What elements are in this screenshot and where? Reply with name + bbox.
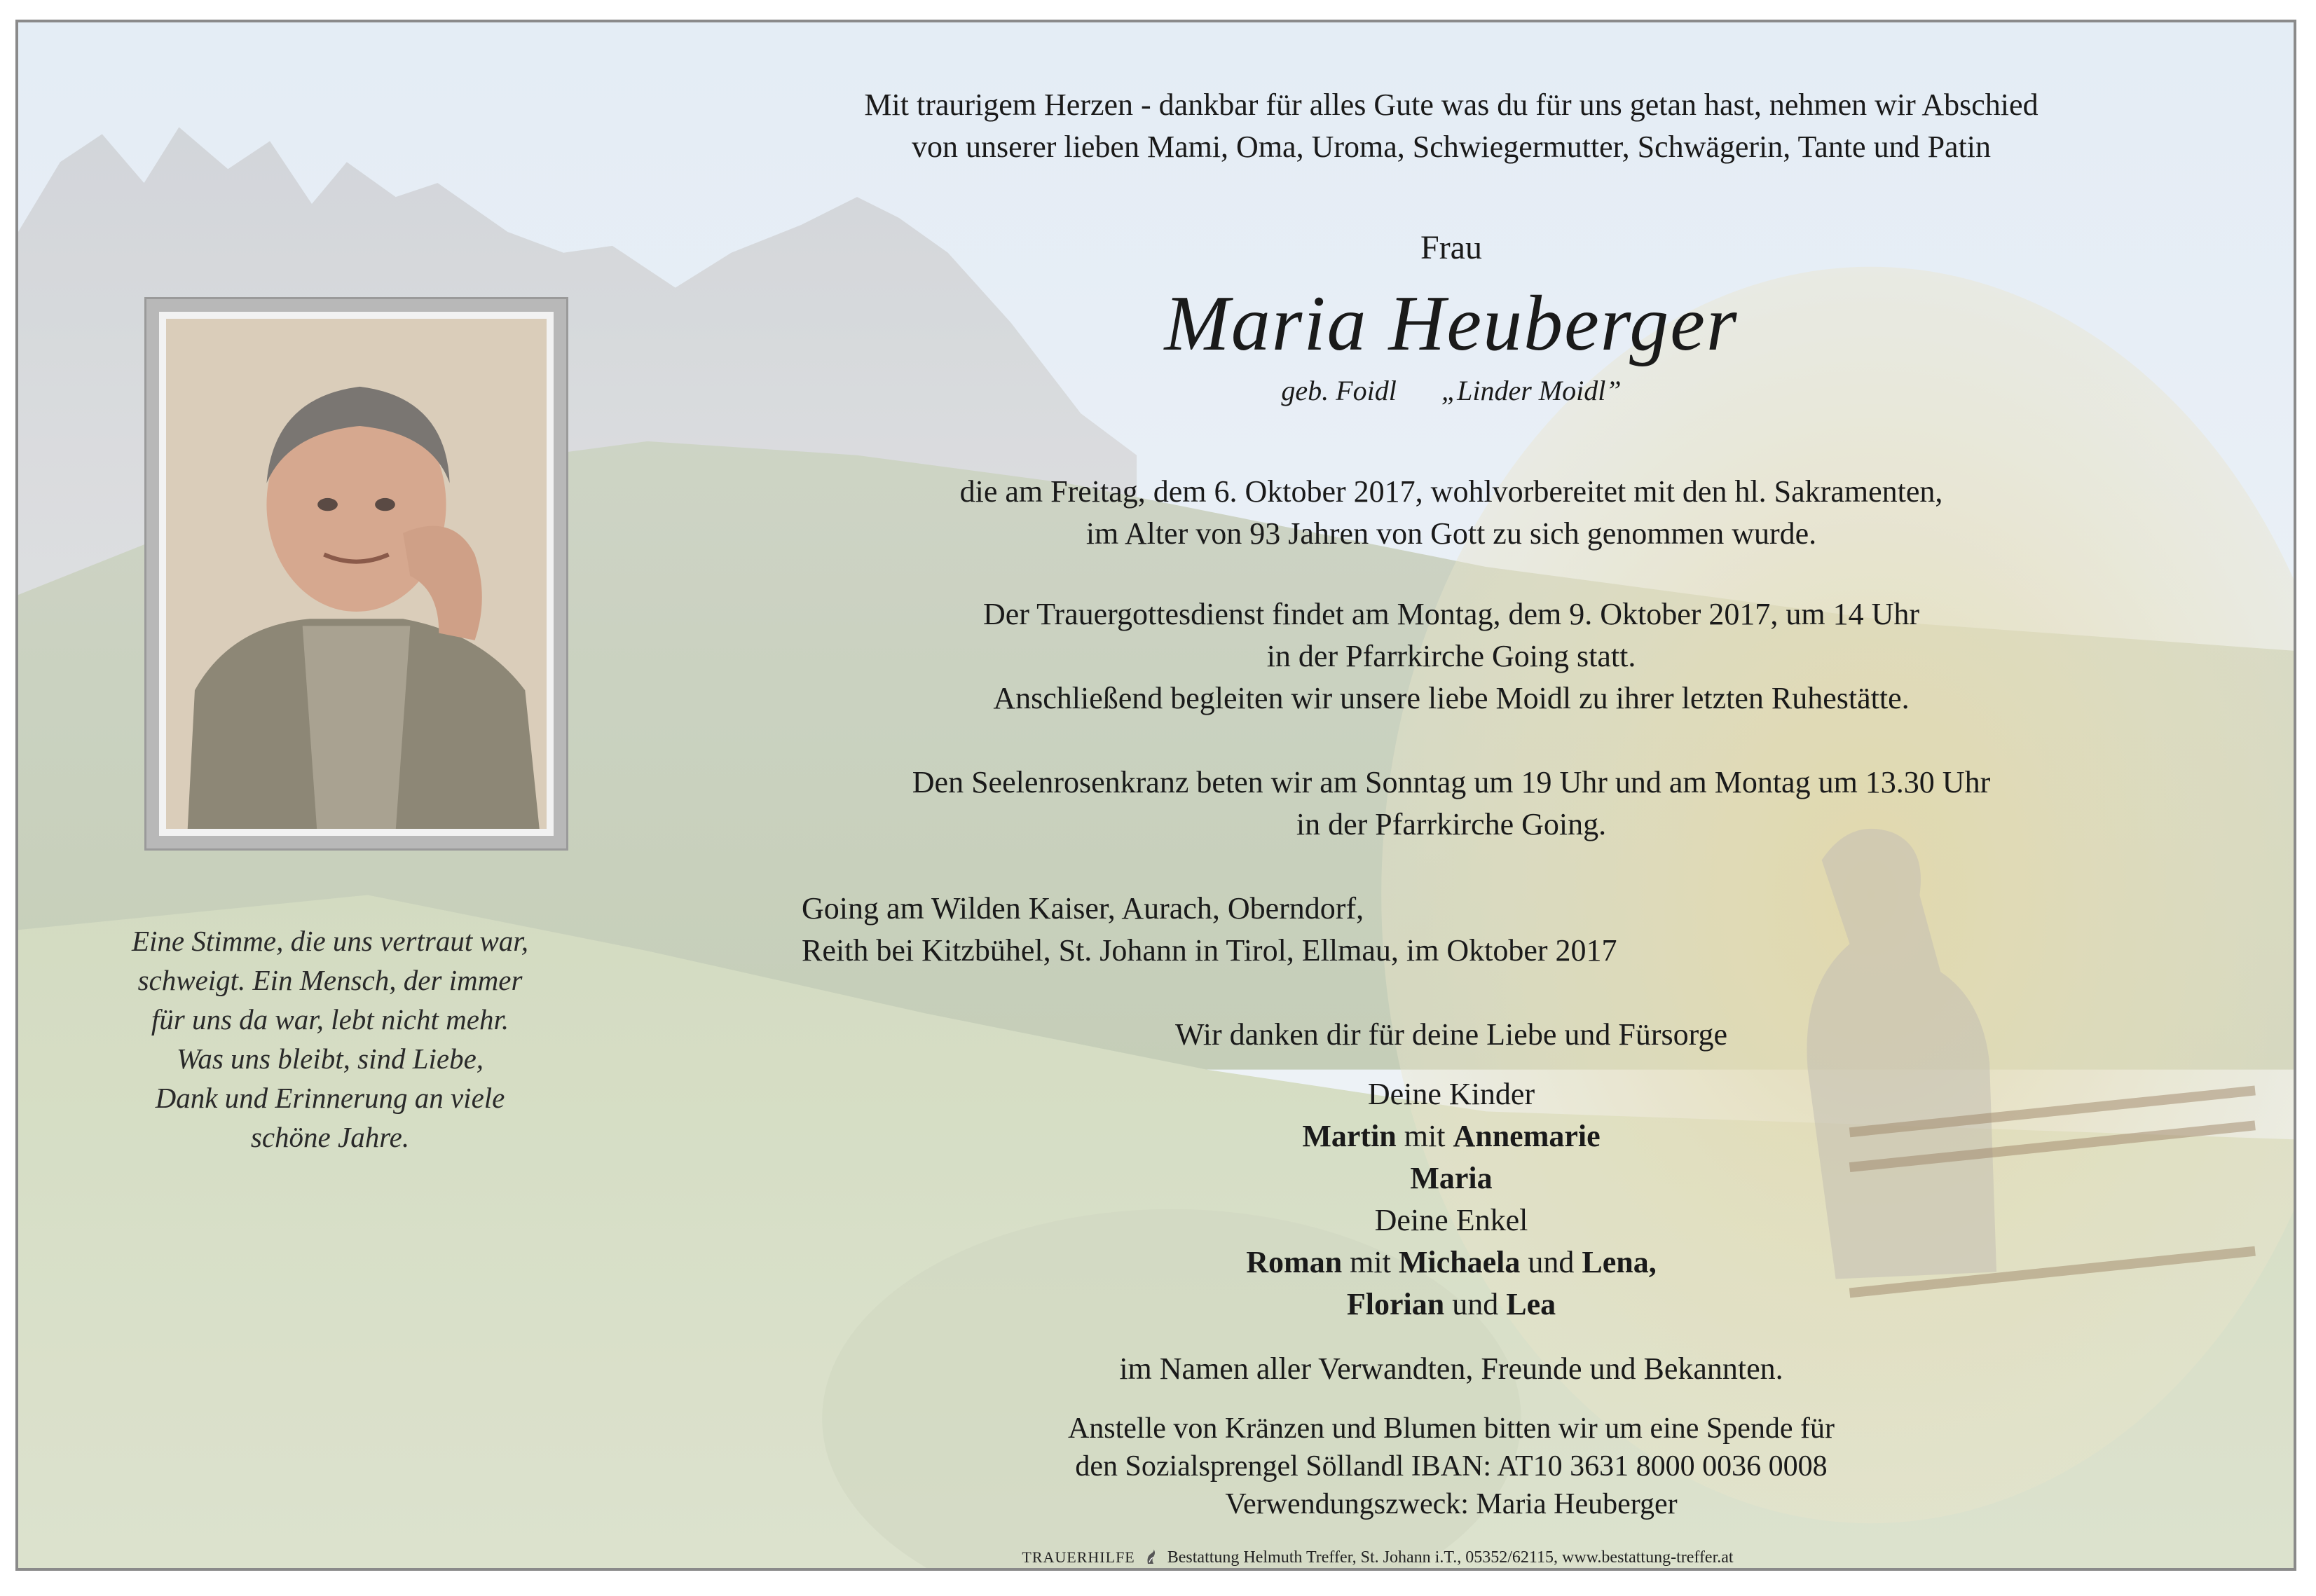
- grandchildren-names: [705, 1241, 2198, 1284]
- connector-word: und: [1520, 1245, 1582, 1279]
- donation-line: Anstelle von Kränzen und Blumen bitten wir um eine Spende für: [1067, 1412, 1835, 1445]
- connector-word: mit: [1342, 1245, 1399, 1279]
- family-member-name: Annemarie: [1453, 1119, 1601, 1153]
- service-line: in der Pfarrkirche Going statt.: [1266, 639, 1636, 673]
- footer-brand: TRAUERHILFE: [1022, 1548, 1135, 1566]
- rosary-line: in der Pfarrkirche Going.: [1296, 807, 1607, 841]
- relatives-line: im Namen aller Verwandten, Freunde und Bekannten.: [1119, 1351, 1783, 1386]
- poem-line: Dank und Erinnerung an viele: [155, 1082, 505, 1114]
- donation-request: [705, 1410, 2198, 1523]
- poem-line: für uns da war, lebt nicht mehr.: [151, 1003, 509, 1036]
- portrait-frame: [144, 297, 568, 851]
- thanks-line: Wir danken dir für deine Liebe und Fürsorge: [1175, 1017, 1727, 1052]
- family-member-name: Lena,: [1582, 1245, 1657, 1279]
- memorial-poem: [85, 921, 575, 1157]
- poem-line: Eine Stimme, die uns vertraut war,: [132, 925, 528, 957]
- children-names: [705, 1115, 2198, 1157]
- grandchildren-heading: Deine Enkel: [1374, 1203, 1528, 1237]
- places-line: Reith bei Kitzbühel, St. Johann in Tirol, Ellmau, im Oktober 2017: [802, 933, 1617, 968]
- intro-line: Mit traurigem Herzen - dankbar für alles Gute was du für uns getan hast, nehmen wir Abschied: [864, 88, 2039, 122]
- poem-line: schweigt. Ein Mensch, der immer: [137, 964, 523, 996]
- rosary-info: [705, 762, 2198, 846]
- family-list: [705, 1073, 2198, 1326]
- salutation: Frau: [1420, 229, 1482, 266]
- poem-line: schöne Jahre.: [250, 1121, 410, 1153]
- deceased-name: Maria Heuberger: [1164, 280, 1739, 367]
- family-member-name: Lea: [1506, 1287, 1556, 1321]
- connector-word: mit: [1396, 1119, 1453, 1153]
- portrait-matte: [159, 312, 554, 836]
- family-member-name: Martin: [1302, 1119, 1397, 1153]
- obituary-card: [15, 20, 2296, 1571]
- service-line: Anschließend begleiten wir unsere liebe Moidl zu ihrer letzten Ruhestätte.: [993, 681, 1910, 715]
- family-member-name: Florian: [1346, 1287, 1445, 1321]
- funeral-service-info: [705, 593, 2198, 720]
- poem-line: Was uns bleibt, sind Liebe,: [176, 1043, 484, 1075]
- rosary-line: Den Seelenrosenkranz beten wir am Sonntag um 19 Uhr und am Montag um 13.30 Uhr: [912, 765, 1991, 799]
- intro-line: von unserer lieben Mami, Oma, Uroma, Schwiegermutter, Schwägerin, Tante und Patin: [911, 130, 1992, 164]
- places-line: Going am Wilden Kaiser, Aurach, Oberndorf,: [802, 891, 1364, 926]
- donation-line: den Sozialsprengel Söllandl IBAN: AT10 3631 8000 0036 0008: [1075, 1450, 1828, 1483]
- donation-line: Verwendungszweck: Maria Heuberger: [1225, 1488, 1678, 1520]
- birth-name: geb. Foidl: [1281, 375, 1397, 406]
- places-and-date: [802, 888, 1617, 972]
- family-member-name: Michaela: [1398, 1245, 1521, 1279]
- birth-name-line: [705, 373, 2198, 409]
- funeral-home-footer: [782, 1547, 1973, 1568]
- trauerhilfe-logo-icon: [1145, 1548, 1158, 1565]
- portrait-photo: [166, 319, 547, 829]
- grandchildren-names: [705, 1284, 2198, 1326]
- nickname: „Linder Moidl”: [1441, 375, 1622, 406]
- footer-text: Bestattung Helmuth Treffer, St. Johann i.T., 05352/62115, www.bestattung-treffer.at: [1167, 1548, 1734, 1567]
- connector-word: und: [1444, 1287, 1507, 1321]
- death-line: im Alter von 93 Jahren von Gott zu sich genommen wurde.: [1085, 516, 1817, 551]
- children-heading: Deine Kinder: [1367, 1077, 1535, 1111]
- family-member-name: Maria: [1410, 1161, 1493, 1195]
- family-member-name: Roman: [1246, 1245, 1343, 1279]
- death-notice: [705, 471, 2198, 555]
- service-line: Der Trauergottesdienst findet am Montag, dem 9. Oktober 2017, um 14 Uhr: [982, 597, 1920, 631]
- intro-text: [705, 84, 2198, 168]
- death-line: die am Freitag, dem 6. Oktober 2017, wohlvorbereitet mit den hl. Sakramenten,: [959, 474, 1943, 509]
